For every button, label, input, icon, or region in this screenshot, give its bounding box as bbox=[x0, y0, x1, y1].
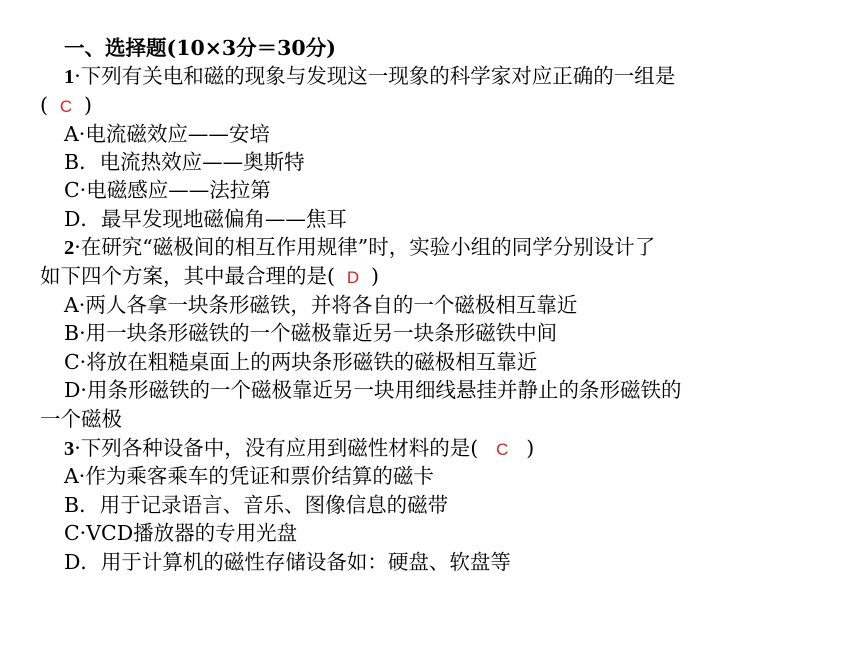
question-3-option-c: C·VCD播放器的专用光盘 bbox=[64, 521, 298, 545]
question-text: ·下列有关电和磁的现象与发现这一现象的科学家对应正确的一组是 bbox=[74, 64, 676, 88]
question-number: 3 bbox=[64, 438, 75, 460]
answer-mark: C bbox=[59, 97, 73, 116]
question-2-option-c: C·将放在粗糙桌面上的两块条形磁铁的磁极相互靠近 bbox=[64, 350, 538, 374]
close-paren: ) bbox=[371, 264, 379, 288]
answer-mark: D bbox=[346, 268, 360, 287]
question-3-option-d: D．用于计算机的磁性存储设备如：硬盘、软盘等 bbox=[64, 550, 511, 574]
question-2-option-b: B·用一块条形磁铁的一个磁极靠近另一块条形磁铁中间 bbox=[64, 321, 558, 345]
question-3-stem bbox=[64, 434, 534, 462]
question-2-option-a: A·两人各拿一块条形磁铁，并将各自的一个磁极相互靠近 bbox=[64, 293, 578, 317]
question-1-option-c: C·电磁感应——法拉第 bbox=[64, 178, 271, 202]
close-paren: ) bbox=[84, 93, 92, 117]
question-3-option-a: A·作为乘客乘车的凭证和票价结算的磁卡 bbox=[64, 464, 434, 488]
question-2-stem-cont bbox=[40, 262, 379, 290]
question-number: 1 bbox=[64, 66, 75, 88]
question-text: ·在研究“磁极间的相互作用规律”时，实验小组的同学分别设计了 bbox=[74, 235, 656, 259]
question-1-option-d: D．最早发现地磁偏角——焦耳 bbox=[64, 207, 347, 231]
question-1-option-a: A·电流磁效应——安培 bbox=[64, 122, 270, 146]
close-paren: ) bbox=[526, 436, 535, 460]
question-2-stem bbox=[64, 233, 655, 261]
answer-mark: C bbox=[496, 440, 509, 459]
question-2-option-d: D·用条形磁铁的一个磁极靠近另一块用细线悬挂并静止的条形磁铁的 bbox=[64, 378, 682, 402]
question-1-option-b: B．电流热效应——奥斯特 bbox=[64, 150, 305, 174]
open-paren: ( bbox=[40, 93, 48, 117]
section-title: 一、选择题(10×3分＝30分) bbox=[64, 36, 336, 60]
question-number: 2 bbox=[64, 237, 75, 259]
question-1-stem bbox=[64, 62, 675, 90]
question-text: 如下四个方案，其中最合理的是( bbox=[40, 264, 335, 288]
question-2-option-d-cont: 一个磁极 bbox=[40, 407, 122, 431]
question-1-answer-line bbox=[40, 91, 92, 119]
question-text: ·下列各种设备中，没有应用到磁性材料的是( bbox=[74, 436, 479, 460]
question-3-option-b: B．用于记录语言、音乐、图像信息的磁带 bbox=[64, 493, 449, 517]
